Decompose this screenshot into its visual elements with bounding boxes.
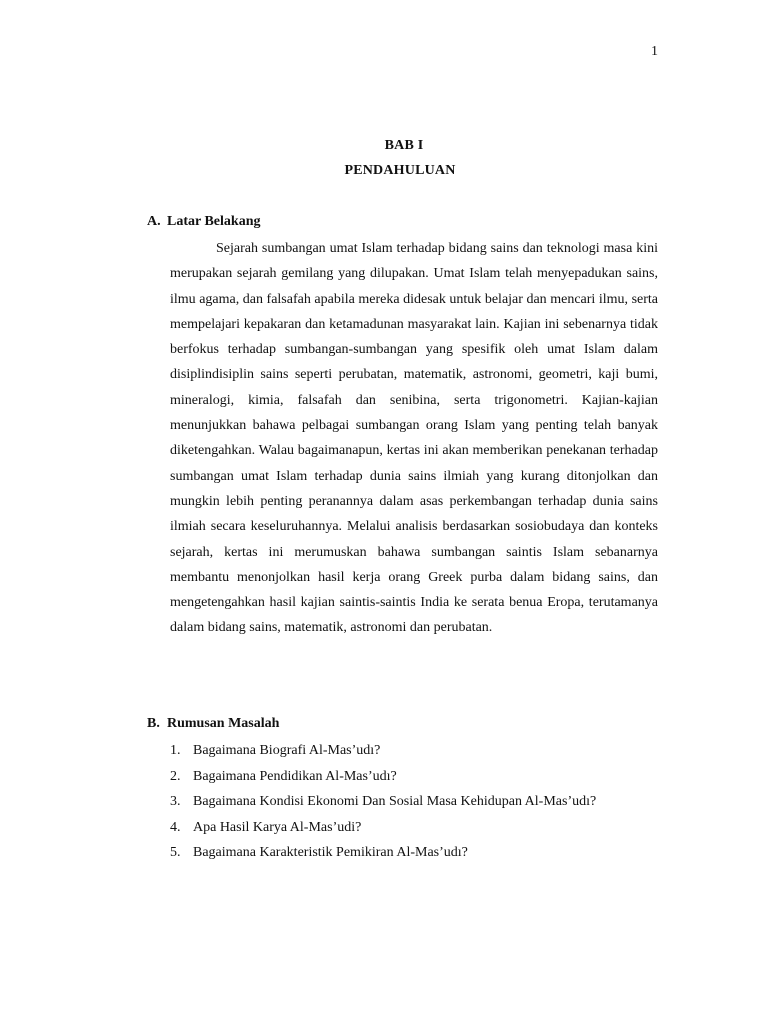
list-item-text: Bagaimana Biografi Al-Mas’udı? [193, 743, 381, 758]
list-item-text: Bagaimana Pendidikan Al-Mas’udı? [193, 768, 397, 784]
section-b-title: Rumusan Masalah [167, 716, 280, 731]
list-item-text: Bagaimana Karakteristik Pemikiran Al-Mas’udı? [193, 845, 468, 861]
section-b-letter: B. [147, 716, 160, 731]
problem-list [170, 738, 596, 866]
chapter-label: BAB I [384, 138, 424, 153]
section-a-paragraph: Sejarah sumbangan umat Islam terhadap bidang sains dan teknologi masa kini merupakan sejarah gemilang yang dilupakan. Umat Islam telah menyepadukan sains, ilmu agama, dan falsafah apabila mereka didesak untuk belajar dan mencari ilmu, serta mempelajari kepakaran dan ketamadunan masyarakat lain. Kajian ini sebenarnya tidak berfokus terhadap sumbangan-sumbangan yang spesifik oleh umat Islam dalam disiplindisiplin sains seperti perubatan, matematik, astronomi, geometri, kaji bumi, mineralogi, kimia, falsafah dan senibina, serta trigonometri. Kajian-kajian menunjukkan bahawa pelbagai sumbangan orang Islam yang penting telah banyak diketengahkan. Walau bagaimanapun, kertas ini akan memberikan penekanan terhadap sumbangan umat Islam terhadap dunia sains ilmiah yang kurang ditonjolkan dan mungkin lebih penting peranannya dalam asas perkembangan terhadap dunia sains ilmiah secara keseluruhannya. Melalui analisis berdasarkan sosiobudaya dan konteks sejarah, kertas ini merumuskan bahawa sumbangan saintis Islam sebanarnya membantu menonjolkan hasil kerja orang Greek purba dalam bidang sains, dan mengetengahkan hasil kajian saintis-saintis India ke serata benua Eropa, terutamanya dalam bidang sains, matematik, astronomi dan perubatan. [170, 241, 658, 636]
list-item [170, 789, 596, 815]
list-item-text: Bagaimana Kondisi Ekonomi Dan Sosial Masa Kehidupan Al-Mas’udı? [193, 794, 597, 810]
list-item-number: 3. [170, 794, 181, 810]
chapter-title: PENDAHULUAN [344, 163, 456, 178]
list-item [170, 738, 596, 764]
list-item-number: 1. [170, 743, 181, 758]
section-a-letter: A. [147, 214, 161, 229]
list-item-number: 4. [170, 819, 181, 835]
section-a-title: Latar Belakang [167, 214, 261, 229]
list-item-number: 5. [170, 845, 181, 861]
list-item [170, 815, 596, 841]
list-item [170, 764, 596, 790]
page-number: 1 [651, 44, 658, 59]
list-item-number: 2. [170, 768, 181, 784]
section-a-heading [147, 214, 260, 230]
section-b-heading [147, 716, 279, 732]
list-item-text: Apa Hasil Karya Al-Mas’udi? [193, 819, 362, 835]
list-item [170, 840, 596, 866]
